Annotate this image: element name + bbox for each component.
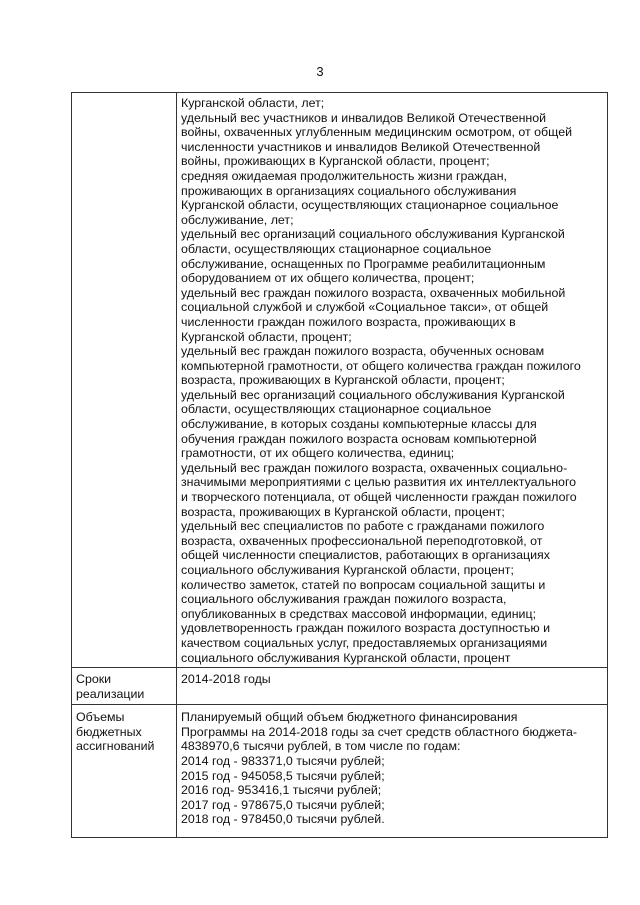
indicator-line: социального обслуживания Курганской области, процент; [181, 563, 514, 577]
indicator-line: удельный вес граждан пожилого возраста, обученных основам [181, 344, 545, 359]
budget-label-cell [72, 705, 177, 838]
indicator-line: удовлетворенность граждан пожилого возраста доступностью и [181, 621, 551, 636]
indicator-line: возраста, проживающих в Курганской области, процент; [181, 504, 505, 519]
indicator-line: социальной службой и службой «Социальное такси», от общей [181, 300, 549, 315]
table-row-indicators [72, 93, 608, 668]
indicator-line: социального обслуживания граждан пожилого возраста, [181, 592, 507, 607]
budget-line: 2018 год - 978450,0 тысячи рублей. [181, 812, 385, 827]
indicators-label-cell [72, 93, 177, 668]
budget-line: Программы на 2014-2018 годы за счет средств областного бюджета- [181, 724, 578, 739]
indicator-line: общей численности специалистов, работающих в организациях [181, 548, 550, 563]
budget-label-line: Объемы [76, 710, 125, 725]
indicator-line: качеством социальных услуг, предоставляемых организациями [181, 635, 548, 650]
indicator-line: удельный вес участников и инвалидов Великой Отечественной [181, 110, 547, 125]
indicator-line: оборудованием от их общего количества, процент; [181, 271, 475, 286]
indicator-line: и творческого потенциала, от общей численности граждан пожилого [181, 490, 577, 505]
indicator-line: Курганской области, лет; [181, 96, 325, 110]
budget-line: 4838970,6 тысячи рублей, в том числе по годам: [181, 739, 461, 754]
program-passport-table [71, 92, 608, 838]
table-row-budget [72, 705, 608, 838]
indicator-line: возраста, охваченных профессиональной переподготовкой, от [181, 533, 543, 548]
indicator-line: обслуживание, лет; [181, 212, 294, 227]
terms-label-line: реализации [76, 686, 145, 701]
indicator-line: удельный вес организаций социального обслуживания Курганской [181, 387, 565, 402]
budget-line: 2014 год - 983371,0 тысячи рублей; [181, 753, 385, 768]
indicator-line: области, осуществляющих стационарное социальное [181, 402, 492, 417]
budget-line: 2015 год - 945058,5 тысячи рублей; [181, 768, 385, 783]
terms-value-cell [177, 668, 608, 705]
budget-label-line: ассигнований [76, 739, 155, 754]
indicator-line: Курганской области, процент; [181, 329, 352, 344]
indicator-line: компьютерной грамотности, от общего количества граждан пожилого [181, 358, 581, 373]
indicator-line: грамотности, от их общего количества, единиц; [181, 446, 455, 461]
indicator-line: средняя ожидаемая продолжительность жизни граждан, [181, 168, 507, 183]
indicator-line: социального обслуживания Курганской области, процент [181, 650, 511, 665]
indicator-line: обслуживание, в которых созданы компьютерные классы для [181, 417, 537, 432]
budget-line: 2016 год- 953416,1 тысячи рублей; [181, 783, 382, 798]
indicator-line: войны, проживающих в Курганской области, процент; [181, 154, 490, 169]
indicator-line: Курганской области, осуществляющих стационарное социальное [181, 198, 559, 213]
indicator-line: удельный вес специалистов по работе с гражданами пожилого [181, 519, 545, 534]
indicator-line: войны, охваченных углубленным медицинским осмотром, от общей [181, 125, 573, 140]
indicator-line: численности участников и инвалидов Великой Отечественной [181, 139, 541, 154]
indicator-line: численности граждан пожилого возраста, проживающих в [181, 314, 516, 329]
indicators-value-cell [177, 93, 608, 668]
budget-value-cell [177, 705, 608, 838]
indicator-line: количество заметок, статей по вопросам социальной защиты и [181, 577, 546, 592]
terms-label-cell [72, 668, 177, 705]
terms-value: 2014-2018 годы [181, 672, 271, 687]
indicator-line: обучения граждан пожилого возраста основам компьютерной [181, 431, 537, 446]
indicator-line: удельный вес граждан пожилого возраста, охваченных мобильной [181, 285, 566, 300]
terms-label-line: Сроки [76, 672, 112, 687]
indicator-line: проживающих в организациях социального обслуживания [181, 183, 517, 198]
page-number: 3 [316, 64, 324, 79]
budget-label-line: бюджетных [76, 724, 142, 739]
indicator-line: обслуживание, оснащенных по Программе реабилитационным [181, 256, 546, 271]
indicator-line: возраста, проживающих в Курганской области, процент; [181, 373, 505, 388]
indicator-line: удельный вес организаций социального обслуживания Курганской [181, 227, 565, 242]
table-row-terms [72, 668, 608, 705]
indicator-line: области, осуществляющих стационарное социальное [181, 241, 492, 256]
indicator-line: удельный вес граждан пожилого возраста, охваченных социально- [181, 460, 568, 475]
budget-line: 2017 год - 978675,0 тысячи рублей; [181, 797, 385, 812]
budget-line: Планируемый общий объем бюджетного финансирования [181, 710, 518, 725]
indicator-line: опубликованных в средствах массовой информации, единиц; [181, 606, 537, 621]
indicator-line: значимыми мероприятиями с целью развития их интеллектуального [181, 475, 577, 490]
